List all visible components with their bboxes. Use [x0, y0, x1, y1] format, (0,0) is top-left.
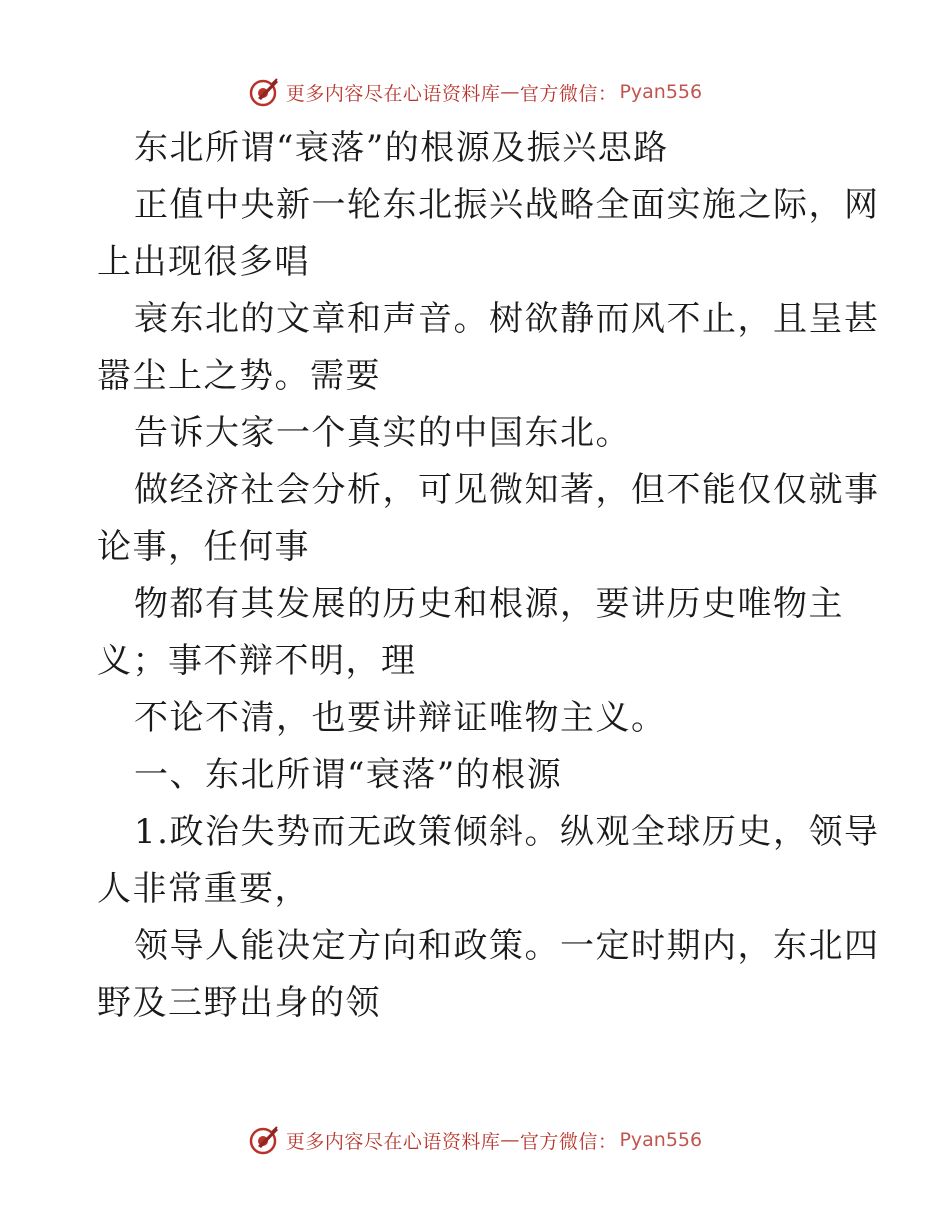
document-title: 东北所谓“衰落”的根源及振兴思路 — [134, 128, 669, 168]
watermark-wechat-label: 官方微信： — [519, 1130, 618, 1153]
document-body — [97, 120, 880, 1032]
header-watermark — [0, 72, 950, 112]
footer-watermark — [0, 1120, 950, 1160]
watermark-dash: — — [500, 81, 520, 103]
quill-logo-icon — [248, 76, 280, 108]
text-line: 义；事不辩不明，理 — [97, 641, 417, 681]
section-heading: 一、东北所谓“衰落”的根源 — [134, 755, 563, 795]
text-line: 做经济社会分析，可见微知著，但不能仅仅就事 — [134, 470, 880, 510]
text-line: 正值中央新一轮东北振兴战略全面实施之际，网 — [134, 185, 880, 225]
text-line: 领导人能决定方向和政策。一定时期内，东北四 — [134, 926, 880, 966]
text-line: 不论不清，也要讲辩证唯物主义。 — [134, 698, 667, 738]
text-line: 物都有其发展的历史和根源，要讲历史唯物主 — [134, 584, 844, 624]
watermark-wechat-id: Pyan556 — [619, 81, 703, 103]
text-line: 衰东北的文章和声音。树欲静而风不止，且呈甚 — [134, 299, 880, 339]
quill-logo-icon — [248, 1124, 280, 1156]
text-line: 告诉大家一个真实的中国东北。 — [134, 413, 631, 453]
text-line: 人非常重要， — [97, 869, 310, 909]
watermark-site-text: 更多内容尽在心语资料库 — [285, 82, 501, 105]
watermark-dash: — — [500, 1129, 520, 1151]
watermark-site-text: 更多内容尽在心语资料库 — [285, 1130, 501, 1153]
text-line: 1.政治失势而无政策倾斜。纵观全球历史，领导 — [134, 812, 880, 852]
text-line: 论事，任何事 — [97, 527, 310, 567]
text-line: 上出现很多唱 — [97, 242, 310, 282]
watermark-wechat-label: 官方微信： — [519, 82, 618, 105]
text-line: 嚣尘上之势。需要 — [97, 356, 381, 396]
text-line: 野及三野出身的领 — [97, 983, 381, 1023]
watermark-wechat-id: Pyan556 — [619, 1129, 703, 1151]
